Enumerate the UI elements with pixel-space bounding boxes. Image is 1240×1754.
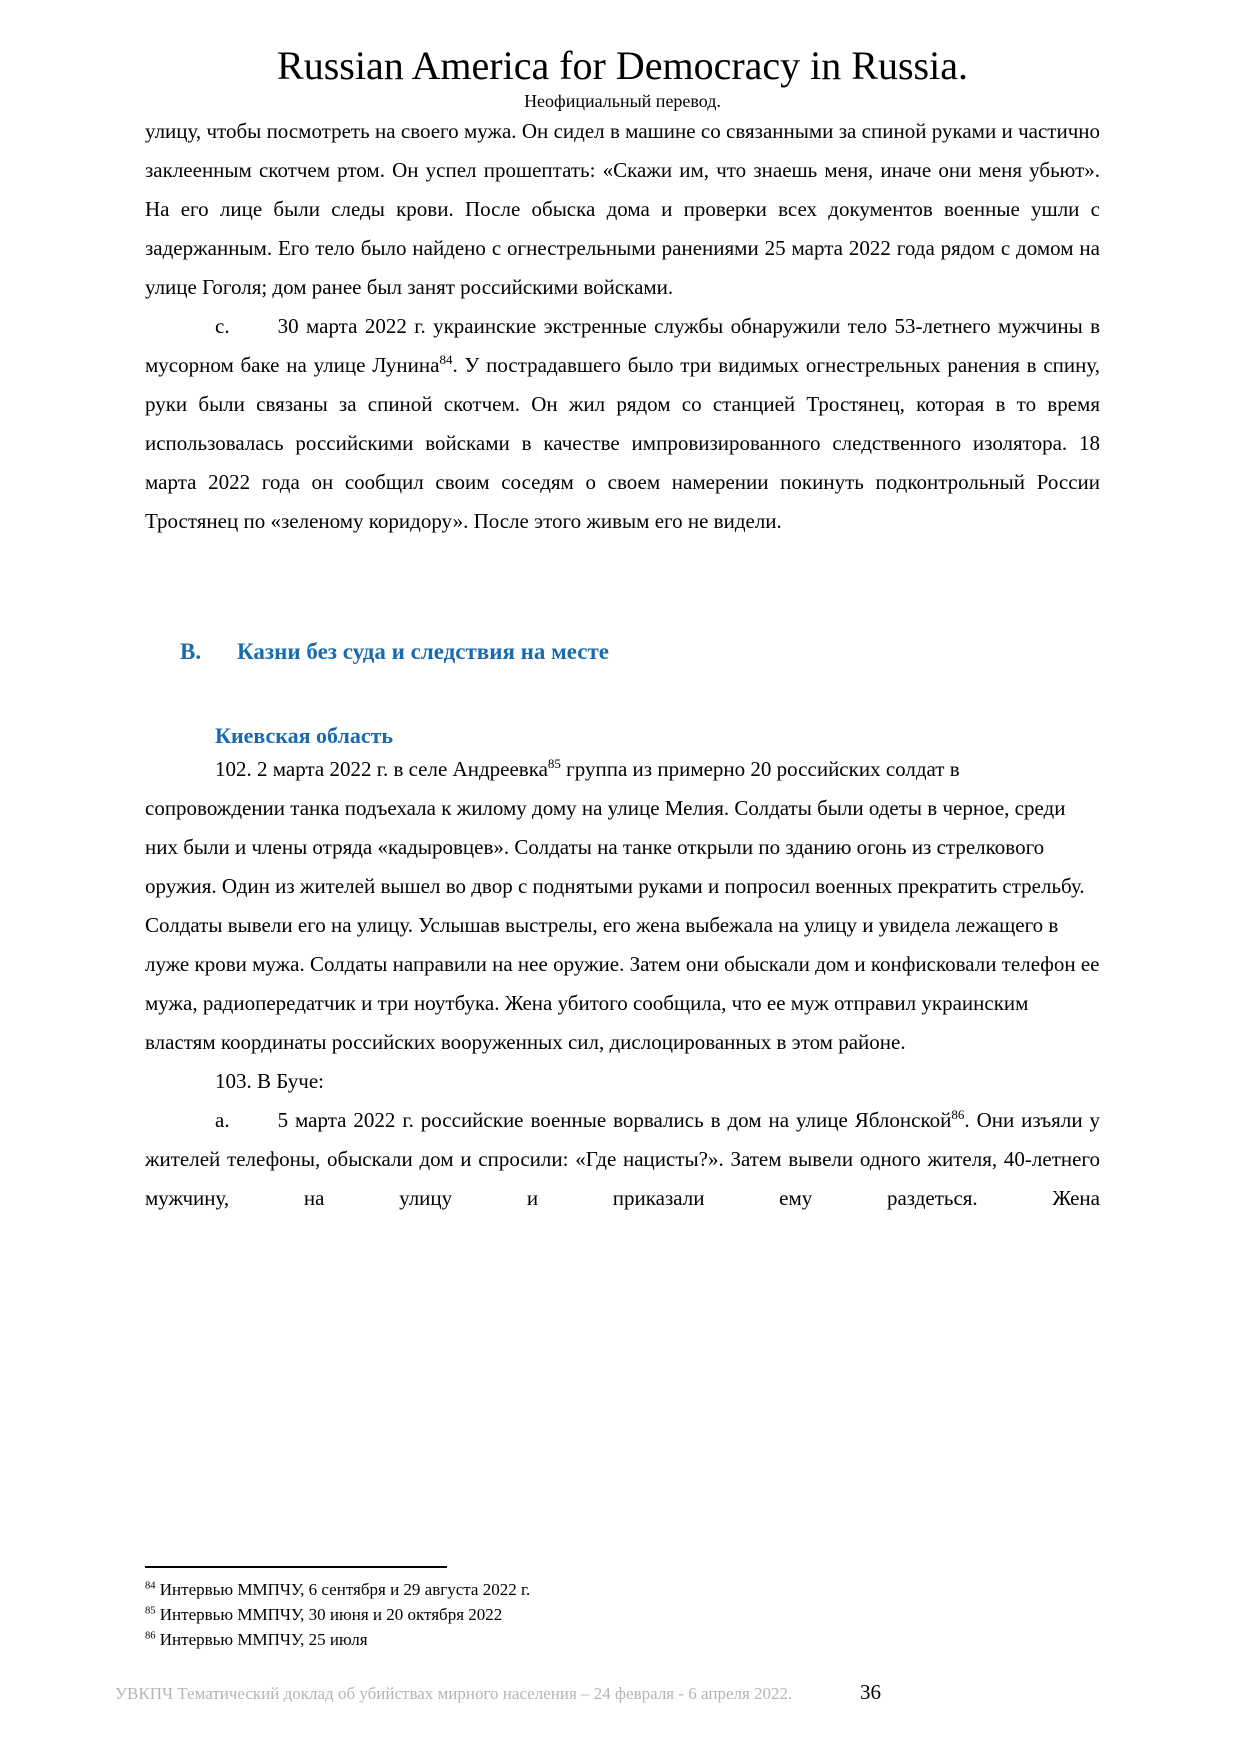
body-text xyxy=(145,112,1100,1218)
list-item-c-text: 30 марта 2022 г. украинские экстренные службы обнаружили тело 53-летнего мужчины в мусорном баке на улице Лунина$^{84}$. У пострадавшего было три видимых огнестрельных ранения в спину, руки были связаны за спиной скотчем. Он жил рядом со станцией Тростянец, которая в то время использовалась российскими войсками в качестве импровизированного следственного изолятора. 18 марта 2022 года он сообщил своим соседям о своем намерении покинуть подконтрольный России Тростянец по «зеленому коридору». После этого живым его не видели. xyxy=(145,313,1100,533)
paragraph-103: 103. В Буче: xyxy=(215,1068,325,1093)
list-item-a xyxy=(145,1101,1100,1218)
paragraph-102: 102. 2 марта 2022 г. в селе Андреевка$^{85}$ группа из примерно 20 российских солдат в сопровождении танка подъехала к жилому дому на улице Мелия. Солдаты были одеты в черное, среди них были и члены отряда «кадыровцев». Солдаты на танке открыли по зданию огонь из стрелкового оружия. Один из жителей вышел во двор с поднятыми руками и попросил военных прекратить стрельбу. Солдаты вывели его на улицу. Услышав выстрелы, его жена выбежала на улицу и увидела лежащего в луже крови мужа. Солдаты направили на нее оружие. Затем они обыскали дом и конфисковали телефон ее мужа, радиопередатчик и три ноутбука. Жена убитого сообщила, что ее муж отправил украинским властям координаты российских вооруженных сил, дислоцированных в этом районе. xyxy=(145,755,1100,1054)
footnote-84: $^{84}$ Интервью ММПЧУ, 6 сентября и 29 августа 2022 г. xyxy=(145,1580,531,1599)
footnote-86: $^{86}$ Интервью ММПЧУ, 25 июля xyxy=(145,1630,368,1649)
list-item-c-label: c. xyxy=(215,313,230,338)
page-number: 36 xyxy=(860,1680,881,1704)
page-subtitle: Неофициальный перевод. xyxy=(524,90,721,111)
section-heading-b-title: Казни без суда и следствия на месте xyxy=(237,638,610,664)
footnote-block xyxy=(145,1566,1100,1652)
section-heading-b xyxy=(145,637,1100,667)
paragraph-intro: улицу, чтобы посмотреть на своего мужа. Он сидел в машине со связанными за спиной руками и частично заклеенным скотчем ртом. Он успел прошептать: «Скажи им, что знаешь меня, иначе они меня убьют». На его лице были следы крови. После обыска дома и проверки всех документов военные ушли с задержанным. Его тело было найдено с огнестрельными ранениями 25 марта 2022 года рядом с домом на улице Гоголя; дом ранее был занят российскими войсками. xyxy=(145,118,1100,299)
list-item-c xyxy=(145,307,1100,541)
list-item-a-label: a. xyxy=(215,1107,230,1132)
footnote-separator xyxy=(145,1566,447,1568)
page-title: Russian America for Democracy in Russia. xyxy=(277,43,968,88)
region-heading: Киевская область xyxy=(215,722,394,748)
footer-report-title: УВКПЧ Тематический доклад об убийствах мирного населения – 24 февраля - 6 апреля 2022. xyxy=(115,1684,793,1703)
section-heading-b-label: B. xyxy=(180,638,202,664)
footnote-85: $^{85}$ Интервью ММПЧУ, 30 июня и 20 октября 2022 xyxy=(145,1605,503,1624)
list-item-a-text: 5 марта 2022 г. российские военные ворвались в дом на улице Яблонской$^{86}$. Они изъяли у жителей телефоны, обыскали дом и спросили: «Где нацисты?». Затем вывели одного жителя, 40-летнего мужчину, на улицу и приказали ему раздеться. Жена xyxy=(145,1106,1100,1210)
